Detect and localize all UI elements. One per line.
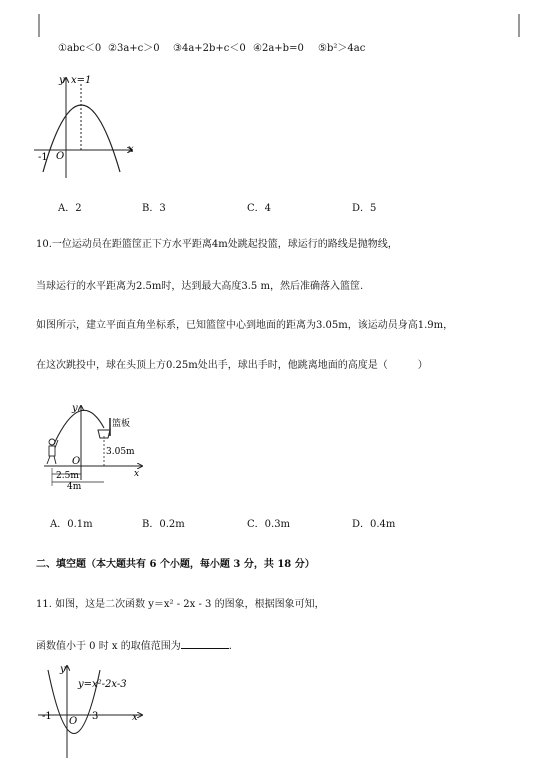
statement-1: ①abc＜0 (58, 43, 102, 54)
q9-origin: O (56, 151, 65, 162)
q9-option-b[interactable]: B．3 (142, 203, 166, 214)
corner-mark-left (28, 14, 40, 38)
q11-function-label: y=x²-2x-3 (78, 679, 127, 690)
q11-parabola-graph (34, 662, 154, 760)
q9-neg-one: -1 (38, 152, 48, 163)
statement-5: ⑤b²＞4ac (318, 43, 366, 54)
corner-mark-right (518, 14, 530, 38)
q9-y-label: y (59, 75, 65, 86)
q10-option-a[interactable]: A．0.1m (50, 519, 93, 530)
q11-line-1: 11. 如图，这是二次函数 y＝x² - 2x - 3 的图象，根据图象可知， (36, 599, 325, 610)
q11-neg-one: -1 (42, 711, 52, 722)
q9-axis-label: x=1 (71, 75, 92, 86)
q10-option-c[interactable]: C．0.3m (247, 519, 291, 530)
q11-origin: O (69, 716, 78, 727)
q9-x-label: x (128, 144, 134, 155)
q10-line-4: 在这次跳投中，球在头顶上方0.25m处出手，球出手时，他跳离地面的高度是（ ） (36, 360, 428, 371)
q9-parabola-graph (30, 72, 142, 182)
q10-y-label: y (72, 403, 78, 414)
statement-2: ②3a+c＞0 (108, 43, 160, 54)
q9-option-c[interactable]: C．4 (247, 203, 272, 214)
q9-parabola (43, 105, 120, 172)
q9-option-a[interactable]: A．2 (58, 203, 82, 214)
statement-4: ④2a+b=0 (253, 43, 304, 54)
q10-option-d[interactable]: D．0.4m (352, 519, 396, 530)
q10-board-label: 篮板 (112, 419, 131, 429)
section-heading: 二、填空题（本大题共有 6 个小题，每小题 3 分，共 18 分） (36, 559, 315, 570)
q11-x-label: x (132, 712, 138, 723)
q10-distance-2: 4m (67, 482, 82, 492)
player-figure (47, 439, 58, 464)
q10-height-label: 3.05m (106, 447, 135, 457)
q9-option-d[interactable]: D．5 (352, 203, 377, 214)
q10-line-1: 10.一位运动员在距篮筐正下方水平距离4m处跳起投篮，球运行的路线是抛物线， (36, 239, 398, 250)
q11-line-2: 函数值小于 0 时 x 的取值范围为 . (36, 641, 232, 652)
q11-y-label: y (60, 664, 66, 675)
q10-x-label: x (134, 469, 140, 479)
q10-distance-1: 2.5m (56, 471, 79, 481)
q11-three: 3 (92, 711, 99, 722)
q10-line-3: 如图所示，建立平面直角坐标系，已知篮筐中心到地面的距离为3.05m，该运动员身高1.9m， (36, 320, 454, 331)
q10-trajectory (54, 410, 104, 444)
q10-line-2: 当球运行的水平距离为2.5m时，达到最大高度3.5 m，然后准确落入篮筐. (36, 281, 364, 292)
q10-option-b[interactable]: B．0.2m (142, 519, 185, 530)
q10-basketball-graph (34, 400, 154, 492)
q11-answer-blank[interactable] (181, 639, 229, 649)
statement-3: ③4a+2b+c＜0 (173, 43, 246, 54)
q10-origin: O (72, 456, 81, 467)
